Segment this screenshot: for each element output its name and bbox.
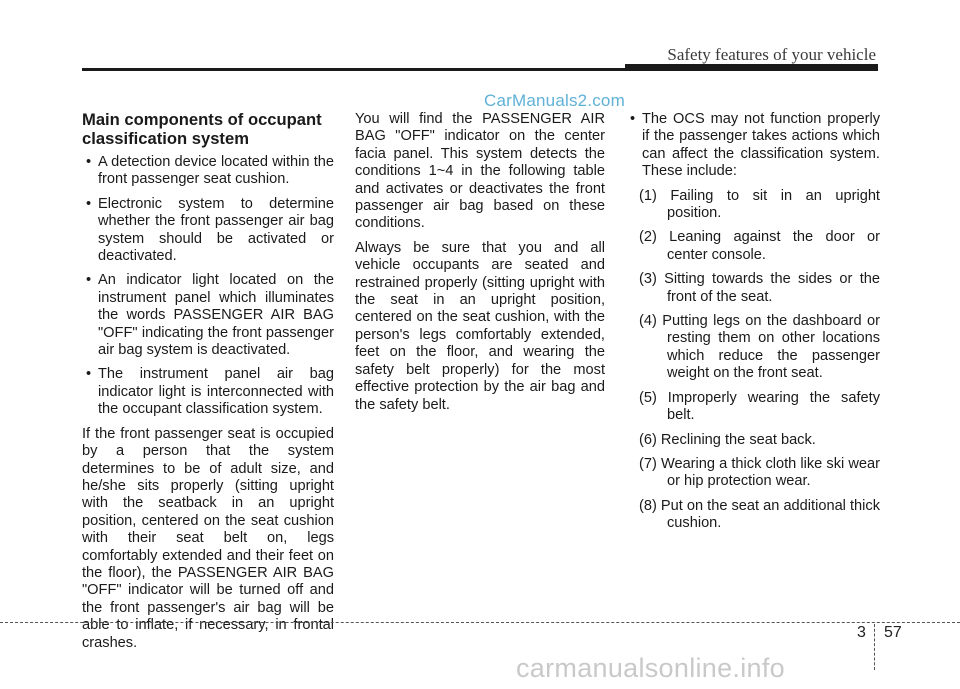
section-title: Safety features of your vehicle <box>667 45 876 64</box>
header-rule-tab <box>625 64 878 71</box>
list-item: (1) Failing to sit in an upright position. <box>639 187 880 222</box>
list-item: (7) Wearing a thick cloth like ski wear or hip protection wear. <box>639 455 880 490</box>
list-item: (3) Sitting towards the sides or the front of the seat. <box>639 271 880 305</box>
list-item: • Electronic system to determine whether the front passenger air bag system should be activated or deactivated. <box>82 196 334 266</box>
bullet-list-ocs <box>626 111 880 181</box>
bullet-list-components <box>82 154 334 419</box>
heading-main-components: Main components of occupant classification system <box>82 110 322 148</box>
chapter-number: 3 <box>857 624 866 641</box>
paragraph-adult-passenger: If the front passenger seat is occupied by a person that the system determines to be of adult size, and he/she sits properly (sitting upright with the seatback in an upright position, centered on the seat cushion with their seat belt on, legs comfortably extended and their feet on the floor), the PASSENGER AIR BAG "OFF" indicator will be turned off and the front passenger's air bag will be able to inflate, if necessary, in frontal crashes. <box>82 425 334 651</box>
list-item: (4) Putting legs on the dashboard or resting them on other locations which reduce the passenger weight on the front seat. <box>639 313 880 382</box>
paragraph-indicator-location: You will find the PASSENGER AIR BAG "OFF" indicator on the center facia panel. This system detects the conditions 1~4 in the following table and activates or deactivates the front passenger air bag based on these conditions. <box>355 111 605 232</box>
column-2 <box>355 111 605 421</box>
column-3 <box>626 111 880 540</box>
paragraph-seating-advice: Always be sure that you and all vehicle occupants are seated and restrained properly (sitting upright with the seat in an upright position, centered on the seat cushion, with the person's legs comfortably extended, feet on the floor, and wearing the safety belt properly) for the most effective protection by the air bag and the safety belt. <box>355 239 605 413</box>
column-1 <box>82 110 334 659</box>
list-item: • The OCS may not function properly if the passenger takes actions which can affect the classification system. These include: <box>626 111 880 181</box>
list-item: (5) Improperly wearing the safety belt. <box>639 389 880 424</box>
page-number: 57 <box>884 624 902 641</box>
watermark-top: CarManuals2.com <box>484 91 625 110</box>
footer-rule <box>0 622 960 623</box>
list-item: (8) Put on the seat an additional thick cushion. <box>639 497 880 532</box>
list-item: • A detection device located within the front passenger seat cushion. <box>82 154 334 189</box>
page-number-divider <box>874 624 876 670</box>
list-item: (2) Leaning against the door or center console. <box>639 229 880 263</box>
numbered-list-actions <box>626 188 880 533</box>
list-item: • The instrument panel air bag indicator light is interconnected with the occupant classification system. <box>82 366 334 418</box>
list-item: (6) Reclining the seat back. <box>639 431 816 448</box>
watermark-bottom: carmanualsonline.info <box>516 653 785 683</box>
list-item: • An indicator light located on the instrument panel which illuminates the words PASSENGER AIR BAG "OFF" indicating the front passenger air bag system is deactivated. <box>82 272 334 359</box>
